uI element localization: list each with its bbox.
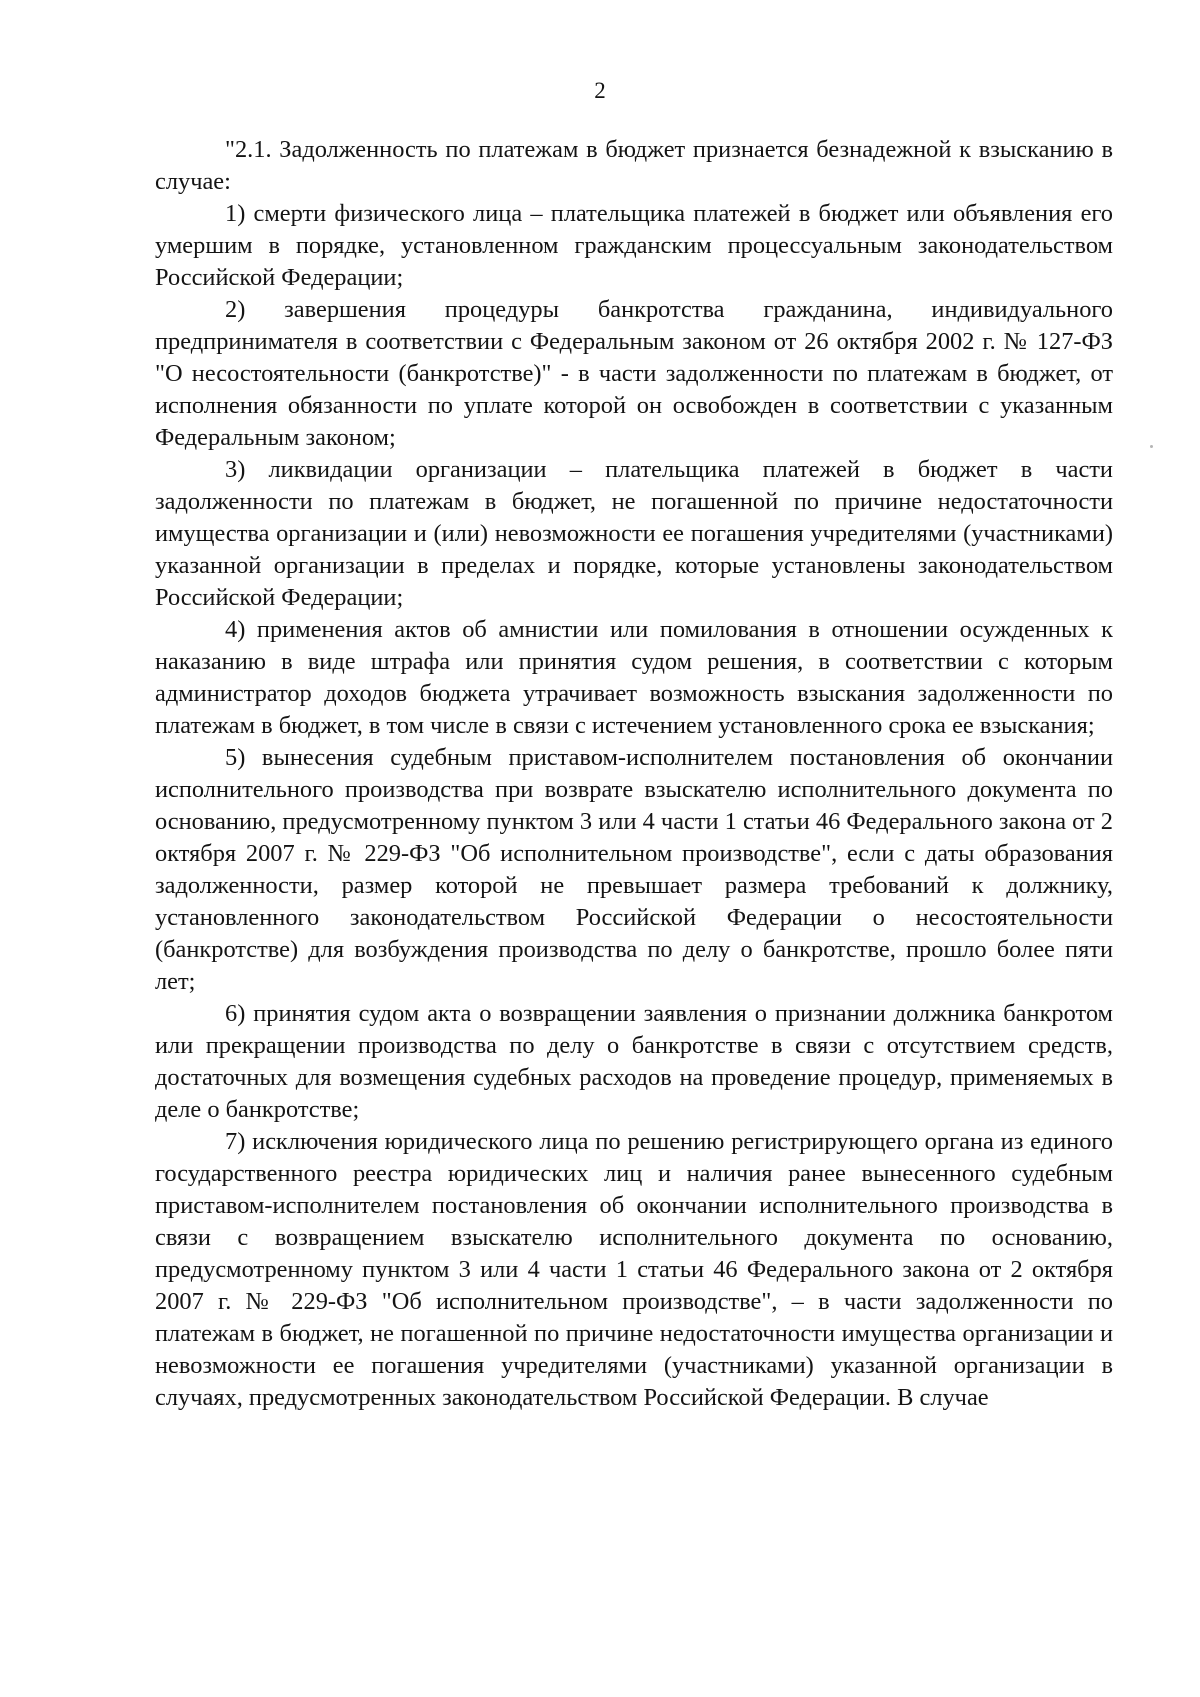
- list-item-7: 7) исключения юридического лица по решению регистрирующего органа из единого государственного реестра юридических лиц и наличия ранее вынесенного судебным приставом-исполнителем постановления об окончании исполнительного производства в связи с возвращением взыскателю исполнительного документа по основанию, предусмотренному пунктом 3 или 4 части 1 статьи 46 Федерального закона от 2 октября 2007 г. № 229-ФЗ "Об исполнительном производстве", – в части задолженности по платежам в бюджет, не погашенной по причине недостаточности имущества организации и невозможности ее погашения учредителями (участниками) указанной организации в случаях, предусмотренных законодательством Российской Федерации. В случае: [155, 1128, 1113, 1411]
- list-item-4: 4) применения актов об амнистии или помилования в отношении осужденных к наказанию в виде штрафа или принятия судом решения, в соответствии с которым администратор доходов бюджета утрачивает возможность взыскания задолженности по платежам в бюджет, в том числе в связи с истечением установленного срока ее взыскания;: [155, 616, 1113, 739]
- list-item-2: 2) завершения процедуры банкротства гражданина, индивидуального предпринимателя в соответствии с Федеральным законом от 26 октября 2002 г. № 127-ФЗ "О несостоятельности (банкротстве)" - в части задолженности по платежам в бюджет, от исполнения обязанности по уплате которой он освобожден в соответствии с указанным Федеральным законом;: [155, 296, 1113, 451]
- page-number: 2: [594, 78, 606, 103]
- document-body: [155, 134, 1113, 1414]
- list-item-1: 1) смерти физического лица – плательщика платежей в бюджет или объявления его умершим в порядке, установленном гражданским процессуальным законодательством Российской Федерации;: [155, 200, 1113, 291]
- scan-speck: [1150, 445, 1153, 448]
- list-item-5: 5) вынесения судебным приставом-исполнителем постановления об окончании исполнительного производства при возврате взыскателю исполнительного документа по основанию, предусмотренному пунктом 3 или 4 части 1 статьи 46 Федерального закона от 2 октября 2007 г. № 229-ФЗ "Об исполнительном производстве", если с даты образования задолженности, размер которой не превышает размера требований к должнику, установленного законодательством Российской Федерации о несостоятельности (банкротстве) для возбуждения производства по делу о банкротстве, прошло более пяти лет;: [155, 744, 1113, 995]
- paragraph-2-1-intro: "2.1. Задолженность по платежам в бюджет признается безнадежной к взысканию в случае:: [155, 136, 1113, 195]
- list-item-3: 3) ликвидации организации – плательщика платежей в бюджет в части задолженности по платежам в бюджет, не погашенной по причине недостаточности имущества организации и (или) невозможности ее погашения учредителями (участниками) указанной организации в пределах и порядке, которые установлены законодательством Российской Федерации;: [155, 456, 1113, 611]
- list-item-6: 6) принятия судом акта о возвращении заявления о признании должника банкротом или прекращении производства по делу о банкротстве в связи с отсутствием средств, достаточных для возмещения судебных расходов на проведение процедур, применяемых в деле о банкротстве;: [155, 1000, 1113, 1123]
